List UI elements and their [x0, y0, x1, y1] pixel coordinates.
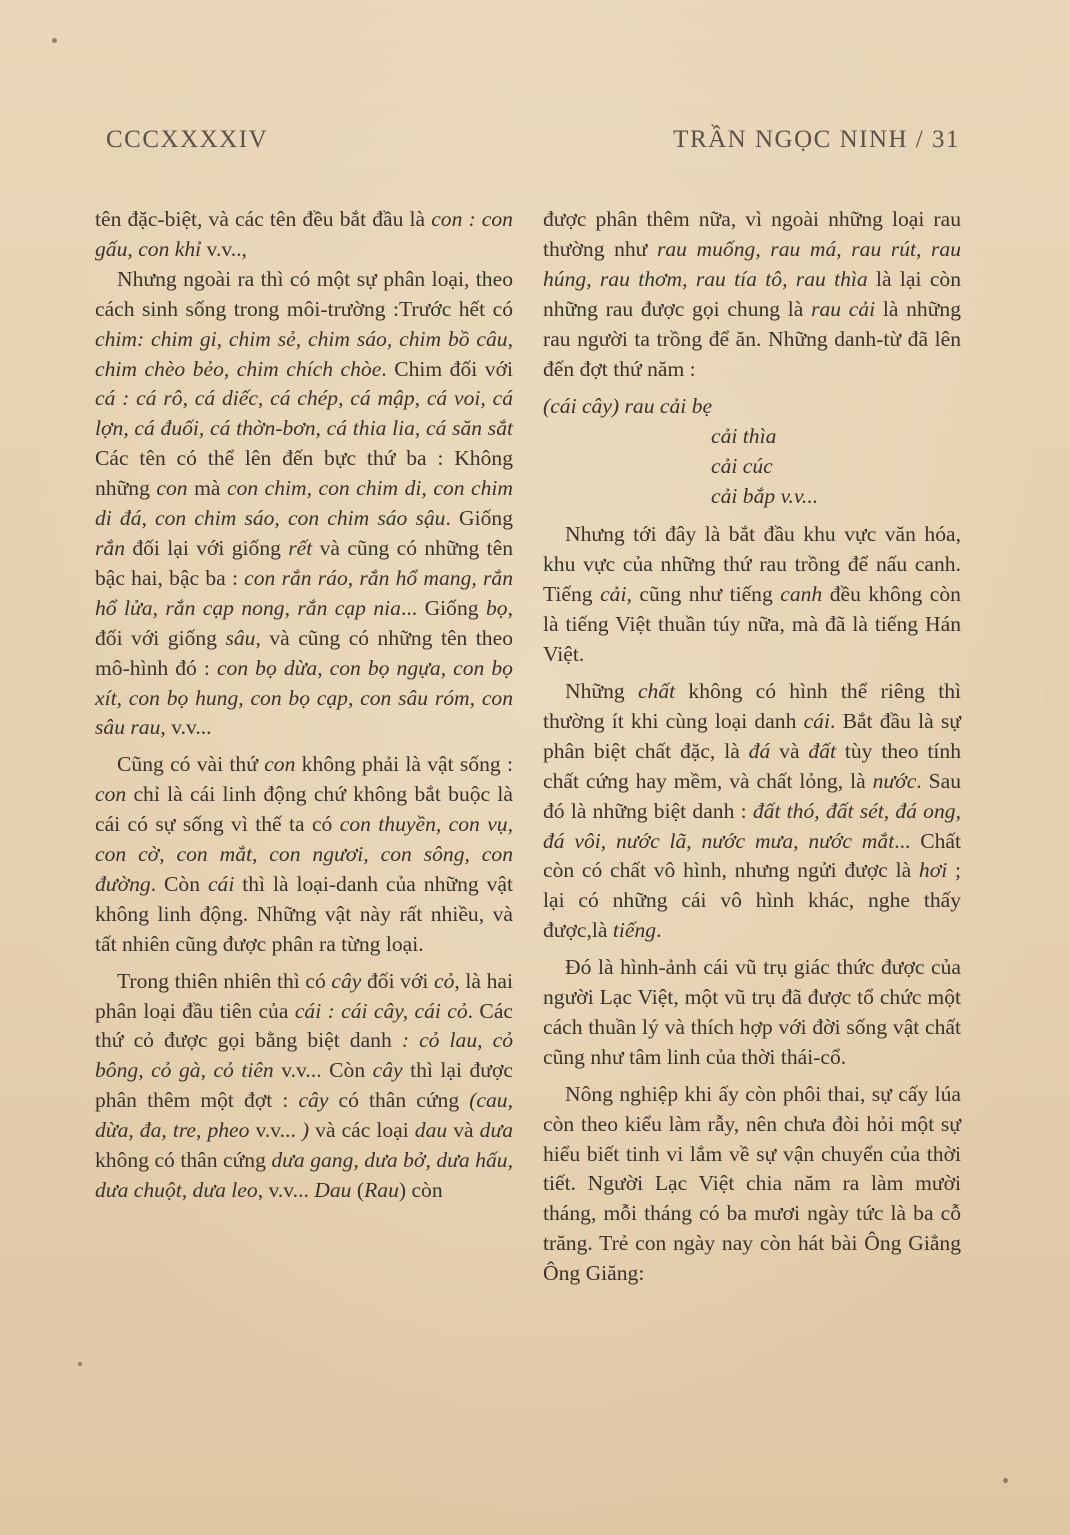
classification-list [543, 392, 961, 512]
running-head-author-page: TRẦN NGỌC NINH / 31 [673, 126, 960, 153]
list-item: cải cúc [711, 454, 773, 479]
list-item: (cái cây) rau cải bẹ [543, 394, 713, 419]
list-item: cải bắp v.v... [711, 484, 819, 509]
right-column [543, 205, 961, 1289]
paragraph: Những chất không có hình thể riêng thì thường ít khi cùng loại danh cái. Bắt đầu là sự phân biệt chất đặc, là đá và đất tùy theo tính chất cứng hay mềm, và chất lỏng, là nước. Sau đó là những biệt danh : đất thó, đất sét, đá ong, đá vôi, nước lã, nước mưa, nước mắt... Chất còn có chất vô hình, nhưng ngửi được là hơi ; lại có những cái vô hình khác, nghe thấy được,là tiếng. [543, 678, 962, 943]
page-number-roman: CCCXXXXIV [106, 126, 269, 153]
ink-speck [78, 1362, 82, 1366]
paragraph: Đó là hình-ảnh cái vũ trụ giác thức được của người Lạc Việt, một vũ trụ đã được tổ chức một cách thuần lý và thích hợp với đời sống vật chất cũng như tâm linh của thời thái-cổ. [543, 955, 961, 1069]
paragraph: Cũng có vài thứ con không phải là vật sống : con chỉ là cái linh động chứ không bắt buộc là cái có sự sống vì thế ta có con thuyền, con vụ, con cờ, con mắt, con ngươi, con sông, con đường. Còn cái thì là loại-danh của những vật không linh động. Những vật này rất nhiều, và tất nhiên cũng được phân ra từng loại. [95, 752, 514, 956]
paragraph: tên đặc-biệt, và các tên đều bắt đầu là con : con gấu, con khỉ v.v.., [95, 207, 513, 261]
ink-speck [1003, 1478, 1008, 1483]
paragraph: Nông nghiệp khi ấy còn phôi thai, sự cấy lúa còn theo kiểu làm rẫy, nên chưa đòi hỏi một sự hiểu biết tinh vi lắm về sự vận chuyển của thời tiết. Người Lạc Việt chia năm ra làm mười tháng, mỗi tháng có ba mươi ngày tức là ba cỗ trăng. Trẻ con ngày nay còn hát bài Ông Giẳng Ông Giăng: [543, 1081, 961, 1286]
paragraph: Trong thiên nhiên thì có cây đối với cỏ, là hai phân loại đầu tiên của cái : cái cây, cái cỏ. Các thứ cỏ được gọi bằng biệt danh : cỏ lau, cỏ bông, cỏ gà, cỏ tiên v.v... Còn cây thì lại được phân thêm một đợt : cây có thân cứng (cau, dừa, đa, tre, pheo v.v... ) và các loại dau và dưa không có thân cứng dưa gang, dưa bở, dưa hấu, dưa chuột, dưa leo, v.v... Dau (Rau) còn [95, 968, 514, 1202]
page-header [106, 126, 960, 166]
paragraph: được phân thêm nữa, vì ngoài những loại rau thường như rau muống, rau má, rau rút, rau húng, rau thơm, rau tía tô, rau thìa là lại còn những rau được gọi chung là rau cải là những rau người ta trồng để ăn. Những danh-từ đã lên đến đợt thứ năm : [543, 207, 961, 381]
ink-speck [52, 38, 57, 43]
left-column [95, 205, 513, 1206]
list-item: cải thìa [711, 424, 777, 449]
paragraph: Nhưng ngoài ra thì có một sự phân loại, theo cách sinh sống trong môi-trường :Trước hết có chim: chim gi, chim sẻ, chim sáo, chim bồ câu, chim chèo bẻo, chim chích chòe. Chim đối với cá : cá rô, cá diếc, cá chép, cá mập, cá voi, cá lợn, cá đuối, cá thờn-bơn, cá thia lia, cá săn sắt Các tên có thể lên đến bực thứ ba : Không những con mà con chim, con chim di, con chim di đá, con chim sáo, con chim sáo sậu. Giống rắn đối lại với giống rết và cũng có những tên bậc hai, bậc ba : con rắn ráo, rắn hổ mang, rắn hổ lửa, rắn cạp nong, rắn cạp nia... Giống bọ, đối với giống sâu, và cũng có những tên theo mô-hình đó : con bọ dừa, con bọ ngựa, con bọ xít, con bọ hung, con bọ cạp, con sâu róm, con sâu rau, v.v... [95, 266, 513, 740]
paragraph: Nhưng tới đây là bắt đầu khu vực văn hóa, khu vực của những thứ rau trồng để nấu canh. Tiếng cải, cũng như tiếng canh đều không còn là tiếng Việt thuần túy nữa, mà đã là tiếng Hán Việt. [543, 522, 961, 667]
